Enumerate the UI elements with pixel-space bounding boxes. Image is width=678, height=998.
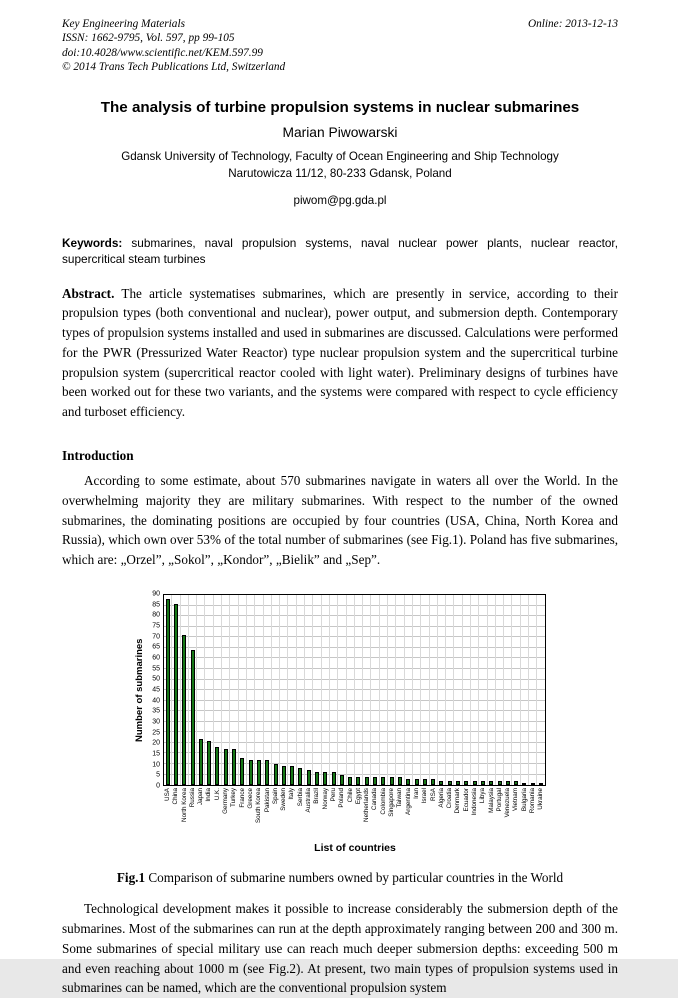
bar-spain	[274, 764, 278, 785]
bar-cell	[272, 595, 280, 785]
bar-cell	[504, 595, 512, 785]
abstract-label: Abstract.	[62, 285, 115, 301]
bar-cell	[280, 595, 288, 785]
bar-poland	[340, 775, 344, 786]
x-tick-label: Singapore	[388, 788, 396, 817]
x-tick-label: Russia	[188, 788, 196, 808]
x-tick-label: Egypt	[354, 788, 362, 805]
bar-cell	[197, 595, 205, 785]
x-label-cell	[438, 786, 446, 840]
bar-usa	[166, 599, 170, 785]
bar-cell	[413, 595, 421, 785]
x-label-cell	[496, 786, 504, 840]
y-tick-label: 20	[152, 739, 160, 747]
bar-venezuela	[506, 781, 510, 785]
bar-cell	[297, 595, 305, 785]
x-label-cell	[347, 786, 355, 840]
x-label-cell	[463, 786, 471, 840]
bar-cell	[355, 595, 363, 785]
bar-cell	[363, 595, 371, 785]
chart-y-axis-title: Number of submarines	[134, 638, 145, 742]
x-label-cell	[181, 786, 189, 840]
bar-cell	[305, 595, 313, 785]
x-tick-label: Germany	[222, 788, 230, 814]
y-tick-label: 75	[152, 622, 160, 630]
x-label-cell	[405, 786, 413, 840]
x-label-cell	[247, 786, 255, 840]
x-label-cell	[272, 786, 280, 840]
bar-israel	[423, 779, 427, 785]
x-tick-label: USA	[164, 788, 171, 802]
x-label-cell	[264, 786, 272, 840]
affiliation-line-1: Gdansk University of Technology, Faculty of Ocean Engineering and Ship Technology	[121, 150, 559, 164]
x-label-cell	[396, 786, 404, 840]
bar-cell	[396, 595, 404, 785]
bar-cell	[264, 595, 272, 785]
y-tick-label: 55	[152, 665, 160, 673]
bar-japan	[199, 739, 203, 785]
x-tick-label: Brazil	[313, 788, 321, 804]
bar-denmark	[456, 781, 460, 785]
bar-germany	[224, 749, 228, 785]
x-label-cell	[388, 786, 396, 840]
x-label-cell	[297, 786, 305, 840]
bar-cell	[380, 595, 388, 785]
y-tick-label: 70	[152, 633, 160, 641]
bar-north-korea	[182, 635, 186, 785]
bar-cell	[438, 595, 446, 785]
x-tick-label: Colombia	[379, 788, 387, 815]
chart-x-axis-labels	[164, 786, 546, 840]
author-name: Marian Piwowarski	[282, 125, 398, 141]
x-tick-label: Denmark	[454, 788, 462, 814]
x-label-cell	[189, 786, 197, 840]
bar-cell	[471, 595, 479, 785]
x-label-cell	[413, 786, 421, 840]
bar-cell	[463, 595, 471, 785]
bar-ecuador	[464, 781, 468, 785]
y-tick-label: 90	[152, 590, 160, 598]
bar-portugal	[498, 781, 502, 785]
x-tick-label: Poland	[338, 788, 346, 808]
bar-cell	[454, 595, 462, 785]
x-label-cell	[512, 786, 520, 840]
bar-chart	[134, 590, 546, 855]
abstract-text: The article systematises submarines, which are presently in service, according to their propulsion types (both conventional and nuclear), power output, and submersion depth. Contemporary types of propulsion systems installed and used in submarines are discussed. Calculations were performed for the PWR (Pressurized Water Reactor) type nuclear propulsion system and the supercritical turbine propulsion system (supercritical reactor cooled with light water). Preliminary designs of turbines have been worked out for these two variants, and the systems were compared with respect to cycle efficiency and turboset efficiency.	[62, 285, 618, 420]
x-label-cell	[421, 786, 429, 840]
bar-china	[174, 604, 178, 786]
bar-cell	[338, 595, 346, 785]
x-tick-label: Libya	[479, 788, 487, 804]
bar-netherlands	[365, 777, 369, 785]
x-tick-label: RSA	[429, 788, 437, 802]
x-label-cell	[454, 786, 462, 840]
bar-sweden	[282, 766, 286, 785]
bar-australia	[307, 770, 311, 785]
x-label-cell	[529, 786, 537, 840]
bar-cell	[255, 595, 263, 785]
x-label-cell	[280, 786, 288, 840]
bar-cell	[247, 595, 255, 785]
x-label-cell	[288, 786, 296, 840]
y-tick-label: 15	[152, 750, 160, 758]
bar-pakistan	[265, 760, 269, 785]
author-email: piwom@pg.gda.pl	[293, 193, 387, 207]
bar-cell	[537, 595, 544, 785]
x-label-cell	[305, 786, 313, 840]
x-label-cell	[222, 786, 230, 840]
bar-vietnam	[514, 781, 518, 785]
bar-cell	[371, 595, 379, 785]
affiliation-line-2: Narutowicza 11/12, 80-233 Gdansk, Poland	[228, 167, 452, 181]
x-tick-label: Vietnam	[512, 788, 520, 812]
journal-name: Key Engineering Materials	[62, 18, 185, 30]
chart-x-axis-title: List of countries	[314, 842, 396, 855]
y-tick-label: 35	[152, 707, 160, 715]
x-label-cell	[380, 786, 388, 840]
journal-copyright: © 2014 Trans Tech Publications Ltd, Switzerland	[62, 61, 286, 74]
x-label-cell	[330, 786, 338, 840]
bar-egypt	[356, 777, 360, 785]
y-tick-label: 50	[152, 675, 160, 683]
bar-malaysia	[489, 781, 493, 785]
x-label-cell	[197, 786, 205, 840]
x-tick-label: Indonesia	[470, 788, 478, 816]
bar-iran	[415, 779, 419, 785]
x-tick-label: Australia	[305, 788, 313, 813]
y-tick-label: 5	[156, 771, 160, 779]
x-label-cell	[371, 786, 379, 840]
x-tick-label: Pakistan	[263, 788, 271, 813]
x-label-cell	[488, 786, 496, 840]
x-label-cell	[430, 786, 438, 840]
y-tick-label: 10	[152, 761, 160, 769]
bar-cell	[189, 595, 197, 785]
figure-caption-text: Comparison of submarine numbers owned by particular countries in the World	[145, 870, 564, 886]
bar-serbia	[298, 768, 302, 785]
bar-algeria	[439, 781, 443, 785]
x-label-cell	[504, 786, 512, 840]
section-heading-introduction: Introduction	[62, 448, 134, 464]
y-tick-label: 60	[152, 654, 160, 662]
x-label-cell	[214, 786, 222, 840]
bar-cell	[388, 595, 396, 785]
x-tick-label: France	[238, 788, 246, 808]
bar-turkey	[232, 749, 236, 785]
bar-cell	[430, 595, 438, 785]
x-tick-label: Sweden	[280, 788, 288, 811]
x-tick-label: Netherlands	[363, 788, 371, 823]
bar-cell	[322, 595, 330, 785]
y-tick-label: 65	[152, 643, 160, 651]
bar-cell	[496, 595, 504, 785]
x-tick-label: U.K.	[213, 788, 221, 801]
x-tick-label: Israel	[421, 788, 429, 804]
x-tick-label: Turkey	[230, 788, 238, 808]
x-label-cell	[537, 786, 545, 840]
x-tick-label: China	[172, 788, 180, 805]
x-tick-label: Serbia	[296, 788, 304, 807]
x-label-cell	[355, 786, 363, 840]
x-label-cell	[205, 786, 213, 840]
x-label-cell	[164, 786, 172, 840]
bar-cell	[405, 595, 413, 785]
y-tick-label: 25	[152, 729, 160, 737]
bar-rsa	[431, 779, 435, 785]
bar-bulgaria	[522, 783, 526, 785]
x-tick-label: Argentina	[404, 788, 412, 816]
x-tick-label: Peru	[329, 788, 337, 802]
chart-body	[145, 590, 546, 855]
x-tick-label: Taiwan	[396, 788, 404, 808]
x-tick-label: Iran	[412, 788, 420, 799]
bar-cell	[172, 595, 180, 785]
bar-south-korea	[257, 760, 261, 785]
bar-cell	[479, 595, 487, 785]
y-tick-label: 40	[152, 697, 160, 705]
bar-cell	[181, 595, 189, 785]
x-tick-label: Greece	[246, 788, 254, 809]
bar-brazil	[315, 772, 319, 785]
bar-india	[207, 741, 211, 785]
bar-ukraine	[539, 783, 543, 785]
x-tick-label: Italy	[288, 788, 296, 800]
y-tick-label: 80	[152, 611, 160, 619]
x-tick-label: Romania	[529, 788, 537, 814]
bar-cell	[214, 595, 222, 785]
x-tick-label: Japan	[197, 788, 205, 806]
x-tick-label: Ecuador	[462, 788, 470, 812]
bar-u-k-	[215, 747, 219, 785]
x-label-cell	[239, 786, 247, 840]
x-label-cell	[230, 786, 238, 840]
bar-singapore	[390, 777, 394, 785]
journal-issn: ISSN: 1662-9795, Vol. 597, pp 99-105	[62, 32, 235, 45]
x-tick-label: Chile	[346, 788, 354, 803]
x-label-cell	[255, 786, 263, 840]
bar-cell	[330, 595, 338, 785]
x-tick-label: Spain	[271, 788, 279, 805]
bar-argentina	[406, 779, 410, 785]
bar-italy	[290, 766, 294, 785]
bar-cell	[288, 595, 296, 785]
bar-peru	[332, 772, 336, 785]
bar-cell	[488, 595, 496, 785]
bar-cell	[512, 595, 520, 785]
bar-cell	[347, 595, 355, 785]
y-tick-label: 30	[152, 718, 160, 726]
bar-cell	[222, 595, 230, 785]
x-tick-label: Portugal	[495, 788, 503, 812]
bar-cell	[205, 595, 213, 785]
bar-indonesia	[473, 781, 477, 785]
x-label-cell	[313, 786, 321, 840]
x-tick-label: India	[205, 788, 213, 802]
bar-cell	[521, 595, 529, 785]
x-label-cell	[322, 786, 330, 840]
y-tick-label: 0	[156, 782, 160, 790]
x-tick-label: Croatia	[446, 788, 454, 809]
chart-y-axis	[145, 590, 163, 790]
bar-cell	[313, 595, 321, 785]
x-tick-label: Norway	[321, 788, 329, 810]
bar-norway	[323, 772, 327, 785]
abstract-paragraph	[62, 284, 618, 423]
x-label-cell	[479, 786, 487, 840]
closing-paragraph: Technological development makes it possible to increase considerably the submersion depth of the submarines. Most of the submarines can run at the depth approximately ranging between 200 and 300 m. Some submarines of special military use can reach much deeper submersion depths: exceeding 500 m and even reaching about 1000 m (see Fig.2). At present, two main types of propulsion systems used in submarines can be named, which are the conventional propulsion system	[62, 901, 618, 996]
figure-caption-label: Fig.1	[116, 870, 146, 886]
x-label-cell	[338, 786, 346, 840]
online-date: Online: 2013-12-13	[527, 18, 618, 30]
journal-doi: doi:10.4028/www.scientific.net/KEM.597.99	[62, 46, 263, 59]
chart-bars	[164, 595, 545, 785]
x-tick-label: Algeria	[437, 788, 445, 808]
figure-1	[134, 590, 546, 855]
y-tick-label: 45	[152, 686, 160, 694]
affiliation	[62, 149, 618, 183]
figure-caption	[62, 870, 618, 886]
bar-colombia	[381, 777, 385, 785]
keywords-label: Keywords:	[62, 235, 123, 250]
x-label-cell	[521, 786, 529, 840]
introduction-paragraph: According to some estimate, about 570 submarines navigate in waters all over the World. In the overwhelming majority they are military submarines. With respect to the number of the owned submarines, the dominating positions are occupied by four countries (USA, China, North Korea and Russia), which own over 53% of the total number of submarines (see Fig.1). Poland has five submarines, which are: „Orzel”, „Sokol”, „Kondor”, „Bielik” and „Sep”.	[62, 473, 618, 568]
x-tick-label: Canada	[371, 788, 379, 811]
x-tick-label: North Korea	[180, 788, 188, 823]
x-label-cell	[363, 786, 371, 840]
x-label-cell	[446, 786, 454, 840]
bar-cell	[239, 595, 247, 785]
bar-cell	[164, 595, 172, 785]
bar-cell	[446, 595, 454, 785]
keywords-text: submarines, naval propulsion systems, naval nuclear power plants, nuclear reactor, supercritical steam turbines	[62, 235, 618, 267]
x-tick-label: Venezuela	[504, 788, 512, 818]
bar-greece	[249, 760, 253, 785]
x-tick-label: Ukraine	[537, 788, 545, 810]
x-tick-label: South Korea	[255, 788, 263, 824]
keywords-paragraph	[62, 235, 618, 268]
journal-header	[62, 17, 618, 74]
bar-chile	[348, 777, 352, 785]
bar-canada	[373, 777, 377, 785]
paper-title: The analysis of turbine propulsion systems in nuclear submarines	[100, 99, 580, 117]
x-tick-label: Bulgaria	[520, 788, 528, 812]
chart-plot-area	[163, 594, 546, 786]
bar-cell	[230, 595, 238, 785]
y-tick-label: 85	[152, 601, 160, 609]
bar-romania	[531, 783, 535, 785]
bar-taiwan	[398, 777, 402, 785]
journal-info	[62, 17, 285, 74]
bar-cell	[421, 595, 429, 785]
bar-france	[240, 758, 244, 785]
bar-cell	[529, 595, 537, 785]
bar-libya	[481, 781, 485, 785]
x-tick-label: Malaysia	[487, 788, 495, 813]
bar-croatia	[448, 781, 452, 785]
x-label-cell	[471, 786, 479, 840]
bar-russia	[191, 650, 195, 785]
x-label-cell	[172, 786, 180, 840]
